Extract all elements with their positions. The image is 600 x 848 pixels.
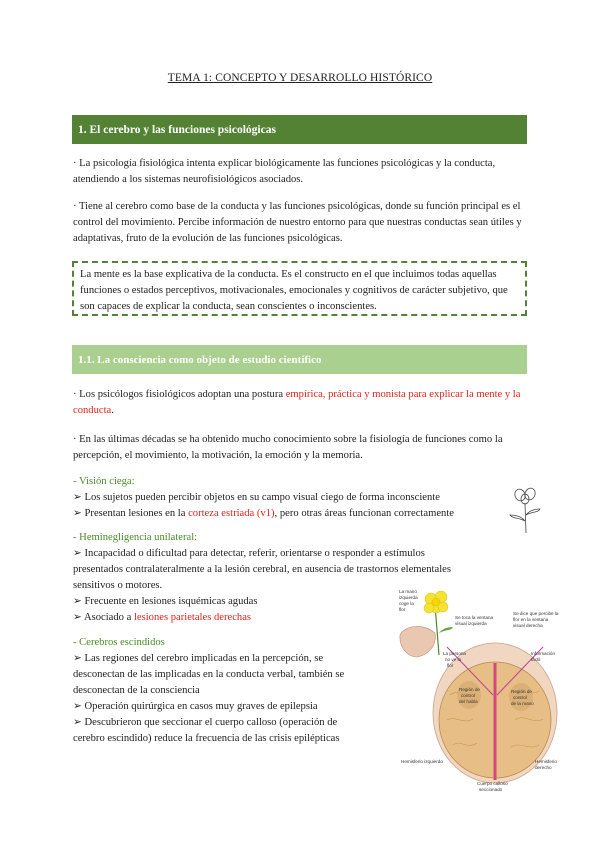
fig-label-8: flor en la ventana bbox=[513, 617, 549, 622]
split-brain-bullet-2: ➢ Operación quirúrgica en casos muy graves de epilepsia bbox=[73, 701, 318, 712]
fig-label-25: seccionado bbox=[479, 787, 503, 792]
fig-label-23: derecho bbox=[535, 765, 552, 770]
fig-label-11: táctil bbox=[531, 657, 541, 662]
hand-shape bbox=[400, 626, 435, 657]
fig-label-17: del habla bbox=[459, 699, 478, 704]
fig-label-3: coge la bbox=[399, 601, 414, 606]
blindsight-bullet-2-end: , pero otras áreas funcionan correctamente bbox=[274, 508, 454, 519]
split-brain-bullet-3b: cerebro escindido) reduce la frecuencia de las crisis epilépticas bbox=[73, 733, 340, 744]
fig-label-2: izquierda bbox=[399, 595, 418, 600]
fig-label-15: Región de bbox=[459, 687, 480, 692]
fig-label-24: Cuerpo calloso bbox=[477, 781, 508, 786]
fig-label-19: control bbox=[513, 695, 527, 700]
section-heading-1-1-text: 1.1. La consciencia como objeto de estudio científico bbox=[78, 353, 322, 366]
paragraph-posture bbox=[73, 387, 525, 419]
neglect-bullet-2: ➢ Frecuente en lesiones isquémicas agudas bbox=[73, 596, 258, 607]
posture-text-end: . bbox=[111, 405, 114, 416]
posture-text-start: · Los psicólogos fisiológicos adoptan una postura bbox=[73, 389, 286, 400]
blindsight-block bbox=[73, 474, 454, 522]
paragraph-decades: · En las últimas décadas se ha obtenido mucho conocimiento sobre la fisiología de funciones como la percepción, el movimiento, la motivación, la emoción y la memoria. bbox=[73, 434, 503, 461]
fig-label-4: flor bbox=[399, 607, 406, 612]
section-heading-1-text: 1. El cerebro y las funciones psicológicas bbox=[78, 123, 276, 136]
fig-label-7: Se dice que percibe la bbox=[513, 611, 559, 616]
flower-sketch-icon bbox=[506, 485, 544, 535]
neglect-bullet-1a: ➢ Incapacidad o dificultad para detectar, referir, orientarse o responder a estímulos bbox=[73, 548, 425, 559]
fig-label-5: Se toca la ventana bbox=[455, 615, 494, 620]
fig-label-14: flor bbox=[447, 663, 454, 668]
fig-label-10: Información bbox=[531, 651, 556, 656]
fig-label-6: visual izquierda bbox=[455, 621, 487, 626]
page-title: TEMA 1: CONCEPTO Y DESARROLLO HISTÓRICO bbox=[167, 72, 433, 84]
neglect-bullet-1b: presentados contralateralmente a la lesión cerebral, en ausencia de trastornos elementales bbox=[73, 564, 451, 575]
fig-label-22: Hemisferio bbox=[535, 759, 557, 764]
posture-text-highlight: empírica, práctica y monista para explicar la mente y la conducta bbox=[73, 389, 521, 416]
fig-label-20: de la mano bbox=[511, 701, 534, 706]
section-heading-1 bbox=[72, 115, 527, 144]
flower-icon bbox=[424, 591, 448, 613]
paragraph-brain-role: · Tiene al cerebro como base de la conducta y las funciones psicológicas, donde su función principal es el control del movimiento. Percibe información de nuestro entorno para que nuestras conductas sean útiles y adaptativas, fruto de la evolución de las funciones psicológicas. bbox=[73, 201, 522, 244]
blindsight-bullet-2-start: ➢ Presentan lesiones en la bbox=[73, 508, 189, 519]
mind-callout-box bbox=[72, 261, 527, 316]
fig-label-9: visual derecha bbox=[513, 623, 543, 628]
split-brain-block bbox=[73, 635, 393, 747]
fig-label-18: Región de bbox=[511, 689, 532, 694]
split-brain-bullet-3a: ➢ Descubrieron que seccionar el cuerpo calloso (operación de bbox=[73, 717, 338, 728]
split-brain-heading: - Cerebros escindidos bbox=[73, 637, 165, 648]
mind-callout-text: La mente es la base explicativa de la conducta. Es el constructo en el que incluimos todas aquellas funciones o estados perceptivos, motivacionales, emocionales y cognitivos de carácter subjetivo, que son capaces de explicar la conducta, sean conscientes o inconscientes. bbox=[80, 269, 508, 312]
paragraph-definition: · La psicología fisiológica intenta explicar biológicamente las funciones psicológicas y la conducta, atendiendo a los sistemas neurofisiológicos asociados. bbox=[73, 158, 496, 185]
blindsight-heading: - Visión ciega: bbox=[73, 476, 135, 487]
split-brain-bullet-1a: ➢ Las regiones del cerebro implicadas en la percepción, se bbox=[73, 653, 324, 664]
neglect-bullet-3-highlight: lesiones parietales derechas bbox=[133, 612, 252, 623]
fig-label-21: Hemisferio izquierdo bbox=[401, 759, 443, 764]
fig-label-16: control bbox=[461, 693, 475, 698]
section-heading-1-1 bbox=[72, 345, 527, 374]
fig-label-1: La mano bbox=[399, 589, 417, 594]
neglect-heading: - Heminegligencia unilateral: bbox=[73, 532, 198, 543]
fig-label-13: no ve la bbox=[445, 657, 462, 662]
blindsight-bullet-2 bbox=[73, 506, 454, 522]
blindsight-bullet-1: ➢ Los sujetos pueden percibir objetos en su campo visual ciego de forma inconsciente bbox=[73, 492, 440, 503]
split-brain-figure bbox=[395, 585, 560, 795]
blindsight-bullet-2-highlight: corteza estriada (v1) bbox=[188, 508, 275, 519]
split-brain-bullet-1b: desconectan de las implicadas en la conducta verbal, también se bbox=[73, 669, 345, 680]
neglect-bullet-3-start: ➢ Asociado a bbox=[73, 612, 134, 623]
fig-label-12: La persona bbox=[443, 651, 466, 656]
split-brain-bullet-1c: desconectan de la consciencia bbox=[73, 685, 200, 696]
flower-leaf bbox=[439, 627, 453, 633]
neglect-bullet-1c: sensitivos o motores. bbox=[73, 580, 163, 591]
